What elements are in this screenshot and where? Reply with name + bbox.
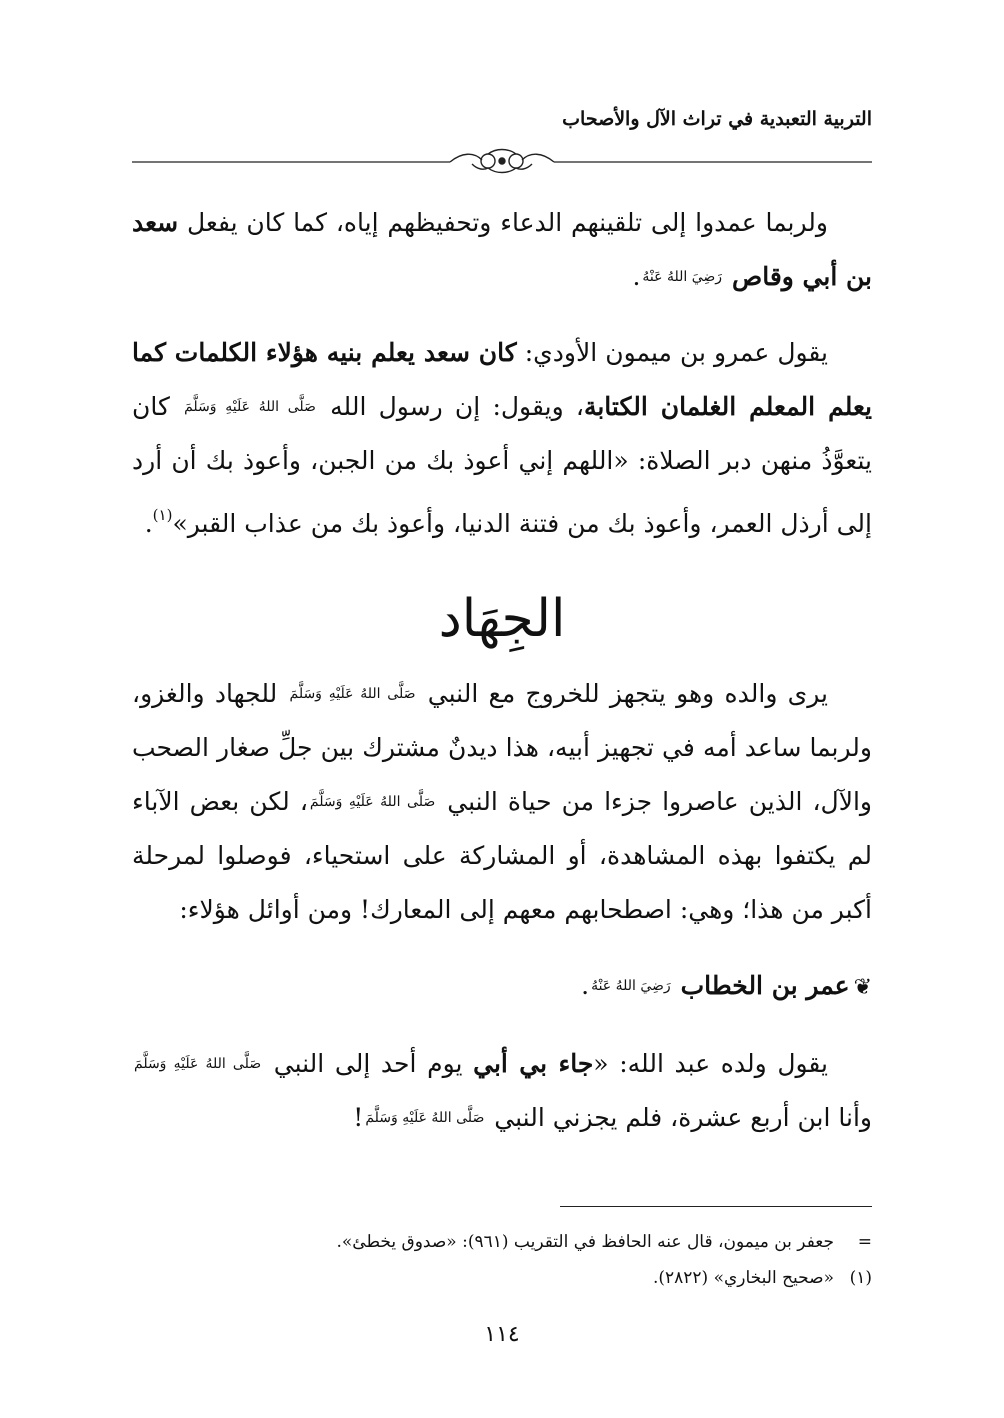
flourish-ornament <box>450 150 554 173</box>
paragraph-2: يقول عمرو بن ميمون الأودي: كان سعد يعلم بنيه هؤلاء الكلمات كما يعلم المعلم الغلمان الكتابة، ويقول: إن رسول الله صَلَّى اللهُ عَلَيْهِ وَسَلَّمَ كان يتعوَّذُ منهن دبر الصلاة: «اللهم إني أعوذ بك من الجبن، وأعوذ بك أن أرد إلى أرذل العمر، وأعوذ بك من فتنة الدنيا، وأعوذ بك من عذاب القبر»$^{(١)}$. <box>132 338 873 538</box>
running-head: التربية التعبدية في تراث الآل والأصحاب <box>562 108 872 130</box>
name-umar: عمر بن الخطاب <box>680 971 850 1000</box>
honorific-salla: صَلَّى اللهُ عَلَيْهِ وَسَلَّمَ <box>289 686 416 702</box>
honorific-salla: صَلَّى اللهُ عَلَيْهِ وَسَلَّمَ <box>309 794 436 810</box>
paragraph-4: يقول ولده عبد الله: «جاء بي أبي يوم أحد إلى النبي صَلَّى اللهُ عَلَيْهِ وَسَلَّمَ وأنا ابن أربع عشرة، فلم يجزني النبي صَلَّى اللهُ عَلَيْهِ وَسَلَّمَ! <box>134 1049 872 1132</box>
honorific-salla: صَلَّى اللهُ عَلَيْهِ وَسَلَّمَ <box>134 1056 262 1072</box>
honorific-salla: صَلَّى اللهُ عَلَيْهِ وَسَلَّمَ <box>365 1110 485 1126</box>
footnote-text: جعفر بن ميمون، قال عنه الحافظ في التقريب (٩٦١): «صدوق يخطئ». <box>336 1232 834 1252</box>
name-saad: سعد بن أبي وقاص <box>132 208 872 291</box>
fleuron-icon: ❦ <box>853 975 872 1000</box>
footnote-separator <box>560 1206 872 1207</box>
footnote-marker: (١) <box>849 1268 872 1288</box>
honorific-salla: صَلَّى اللهُ عَلَيْهِ وَسَلَّمَ <box>184 399 316 415</box>
quote-bold: كان سعد يعلم بنيه هؤلاء الكلمات كما يعلم المعلم الغلمان الكتابة <box>132 338 873 421</box>
footnote-continuation <box>132 1224 872 1260</box>
footnote-marker: = <box>857 1232 872 1252</box>
paragraph-3: يرى والده وهو يتجهز للخروج مع النبي صَلَّى اللهُ عَلَيْهِ وَسَلَّمَ للجهاد والغزو، ولربما ساعد أمه في تجهيز أبيه، هذا ديدنٌ مشترك بين جلِّ صغار الصحب والآل، الذين عاصروا جزءا من حياة النبي صَلَّى اللهُ عَلَيْهِ وَسَلَّمَ، لكن بعض الآباء لم يكتفوا بهذه المشاهدة، أو المشاركة على استحياء، فوصلوا لمرحلة أكبر من هذا؛ وهي: اصطحابهم معهم إلى المعارك! ومن أوائل هؤلاء: <box>132 679 872 924</box>
honorific-radi: رَضِيَ اللهُ عَنْهُ <box>642 269 723 285</box>
footnote-text: «صحيح البخاري» (٢٨٢٢). <box>652 1268 834 1288</box>
honorific-radi: رَضِيَ اللهُ عَنْهُ <box>591 978 671 994</box>
main-text <box>132 196 872 1145</box>
footnotes <box>132 1224 872 1296</box>
bullet-heading: ❦عمر بن الخطاب رَضِيَ اللهُ عَنْهُ. <box>581 971 872 1000</box>
paragraph-1: ولربما عمدوا إلى تلقينهم الدعاء وتحفيظهم إياه، كما كان يفعل سعد بن أبي وقاص رَضِيَ اللهُ عَنْهُ. <box>132 208 872 291</box>
section-heading: الجِهَاد <box>438 589 566 649</box>
ornament-divider <box>132 146 872 176</box>
footnote-reference[interactable]: (١) <box>152 506 173 524</box>
quote-bold: جاء بي أبي <box>473 1049 594 1078</box>
footnote-1 <box>132 1260 872 1296</box>
page-number: ١١٤ <box>484 1322 520 1347</box>
